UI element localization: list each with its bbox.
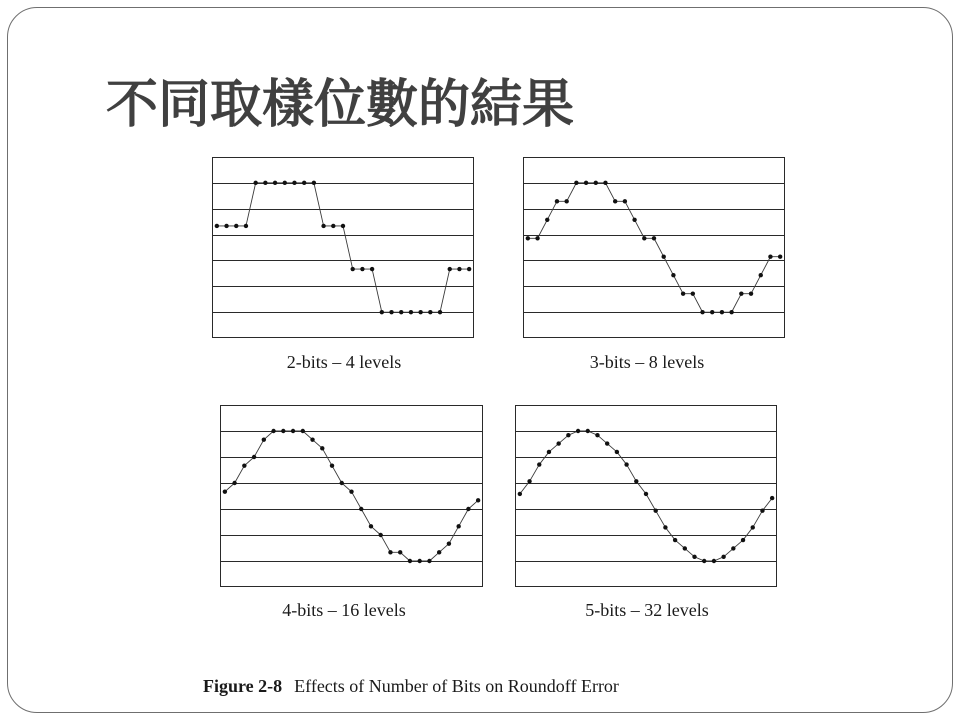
chart-2bit-point-26	[467, 267, 471, 271]
chart-2bit-point-22	[428, 310, 432, 314]
chart-5bit-point-17	[683, 546, 687, 550]
chart-5bit-point-14	[654, 508, 658, 512]
chart-3bit-point-7	[594, 181, 598, 185]
chart-5bit-point-20	[712, 559, 716, 563]
chart-4bit-point-8	[301, 429, 305, 433]
chart-2bit-point-21	[418, 310, 422, 314]
chart-4bit-point-13	[349, 489, 353, 493]
chart-5bit-caption: 5-bits – 32 levels	[585, 600, 709, 620]
chart-4bit	[220, 405, 483, 587]
chart-2bit-point-10	[312, 181, 316, 185]
chart-3bit-point-11	[632, 218, 636, 222]
chart-5bit-point-25	[760, 508, 764, 512]
chart-4bit-point-4	[262, 437, 266, 441]
chart-5bit-point-15	[663, 525, 667, 529]
chart-5bit-point-7	[586, 429, 590, 433]
chart-3bit-point-12	[642, 236, 646, 240]
chart-2bit-point-5	[263, 181, 267, 185]
chart-3bit-point-0	[526, 236, 530, 240]
chart-3bit-frame	[524, 158, 785, 338]
chart-4bit-point-6	[281, 429, 285, 433]
chart-5bit-point-13	[644, 492, 648, 496]
chart-4bit-point-14	[359, 507, 363, 511]
chart-4bit-frame	[221, 406, 483, 587]
chart-3bit-point-23	[749, 291, 753, 295]
chart-4bit-caption: 4-bits – 16 levels	[282, 600, 406, 620]
chart-2bit-point-11	[321, 224, 325, 228]
chart-2bit-point-19	[399, 310, 403, 314]
chart-4bit-point-20	[417, 559, 421, 563]
chart-2bit-point-23	[438, 310, 442, 314]
chart-4bit-point-18	[398, 550, 402, 554]
chart-3bit-point-13	[652, 236, 656, 240]
chart-4bit-point-10	[320, 446, 324, 450]
chart-3bit-point-6	[584, 181, 588, 185]
chart-2bit-point-4	[253, 181, 257, 185]
chart-2bit-point-12	[331, 224, 335, 228]
chart-3bit-point-14	[662, 255, 666, 259]
chart-5bit-point-23	[741, 538, 745, 542]
chart-2bit-point-24	[448, 267, 452, 271]
chart-2bit-point-2	[234, 224, 238, 228]
chart-3bit-point-17	[691, 291, 695, 295]
chart-3bit-point-26	[778, 255, 782, 259]
chart-2bit	[212, 157, 474, 338]
chart-5bit-point-10	[615, 450, 619, 454]
chart-5bit-point-6	[576, 429, 580, 433]
chart-2bit-caption: 2-bits – 4 levels	[286, 352, 402, 372]
chart-2bit-point-6	[273, 181, 277, 185]
chart-2bit-point-13	[341, 224, 345, 228]
chart-3bit-point-20	[720, 310, 724, 314]
chart-5bit-point-22	[731, 546, 735, 550]
chart-3bit-caption: 3-bits – 8 levels	[589, 352, 705, 372]
chart-5bit-point-19	[702, 559, 706, 563]
chart-5bit-point-2	[537, 462, 541, 466]
chart-4bit-point-1	[232, 481, 236, 485]
chart-2bit-point-15	[360, 267, 364, 271]
chart-3bit-point-21	[729, 310, 733, 314]
chart-2bit-point-20	[409, 310, 413, 314]
chart-3bit-point-22	[739, 291, 743, 295]
chart-2bit-point-17	[380, 310, 384, 314]
chart-2bit-point-9	[302, 181, 306, 185]
chart-5bit-point-26	[770, 496, 774, 500]
chart-4bit-point-11	[330, 463, 334, 467]
chart-4bit-point-9	[310, 437, 314, 441]
chart-5bit-point-11	[624, 462, 628, 466]
chart-4bit-point-7	[291, 429, 295, 433]
chart-3bit-point-3	[555, 199, 559, 203]
chart-5bit-point-3	[547, 450, 551, 454]
chart-4bit-point-22	[437, 550, 441, 554]
chart-5bit-point-4	[556, 441, 560, 445]
chart-3bit-point-24	[759, 273, 763, 277]
chart-3bit-point-2	[545, 218, 549, 222]
chart-4bit-point-24	[456, 524, 460, 528]
chart-2bit-point-1	[224, 224, 228, 228]
chart-3bit-point-10	[623, 199, 627, 203]
chart-5bit-point-1	[527, 479, 531, 483]
chart-4bit-point-5	[271, 429, 275, 433]
chart-3bit-point-5	[574, 181, 578, 185]
chart-3bit-point-18	[700, 310, 704, 314]
chart-4bit-point-15	[369, 524, 373, 528]
chart-4bit-point-26	[476, 498, 480, 502]
chart-5bit-point-5	[566, 433, 570, 437]
chart-5bit-point-9	[605, 441, 609, 445]
chart-3bit-point-15	[671, 273, 675, 277]
chart-2bit-point-0	[215, 224, 219, 228]
chart-2bit-point-18	[389, 310, 393, 314]
chart-2bit-point-25	[457, 267, 461, 271]
chart-5bit-point-12	[634, 479, 638, 483]
chart-4bit-point-3	[252, 455, 256, 459]
chart-3bit-point-25	[768, 255, 772, 259]
chart-4bit-point-25	[466, 507, 470, 511]
chart-2bit-point-14	[351, 267, 355, 271]
figure-label: Figure 2-8	[203, 676, 283, 696]
chart-2bit-point-7	[283, 181, 287, 185]
chart-5bit-point-21	[721, 555, 725, 559]
chart-3bit-point-9	[613, 199, 617, 203]
chart-5bit-point-16	[673, 538, 677, 542]
chart-4bit-point-16	[379, 533, 383, 537]
chart-4bit-point-23	[447, 541, 451, 545]
chart-3bit	[523, 157, 785, 338]
slide-title: 不同取樣位數的結果	[106, 75, 575, 135]
chart-4bit-point-12	[340, 481, 344, 485]
chart-4bit-point-17	[388, 550, 392, 554]
chart-4bit-point-0	[223, 489, 227, 493]
chart-5bit-point-8	[595, 433, 599, 437]
chart-4bit-point-21	[427, 559, 431, 563]
chart-5bit	[515, 405, 777, 587]
chart-3bit-point-8	[603, 181, 607, 185]
chart-3bit-point-16	[681, 291, 685, 295]
chart-3bit-point-4	[564, 199, 568, 203]
chart-2bit-point-8	[292, 181, 296, 185]
chart-5bit-point-24	[751, 525, 755, 529]
chart-5bit-point-18	[692, 555, 696, 559]
figure-caption	[203, 675, 619, 697]
chart-3bit-point-1	[535, 236, 539, 240]
figure-caption-text: Effects of Number of Bits on Roundoff Error	[294, 676, 619, 696]
chart-4bit-point-19	[408, 559, 412, 563]
chart-4bit-point-2	[242, 463, 246, 467]
chart-2bit-point-16	[370, 267, 374, 271]
chart-3bit-point-19	[710, 310, 714, 314]
chart-2bit-frame	[213, 158, 474, 338]
chart-5bit-point-0	[518, 492, 522, 496]
chart-2bit-point-3	[244, 224, 248, 228]
